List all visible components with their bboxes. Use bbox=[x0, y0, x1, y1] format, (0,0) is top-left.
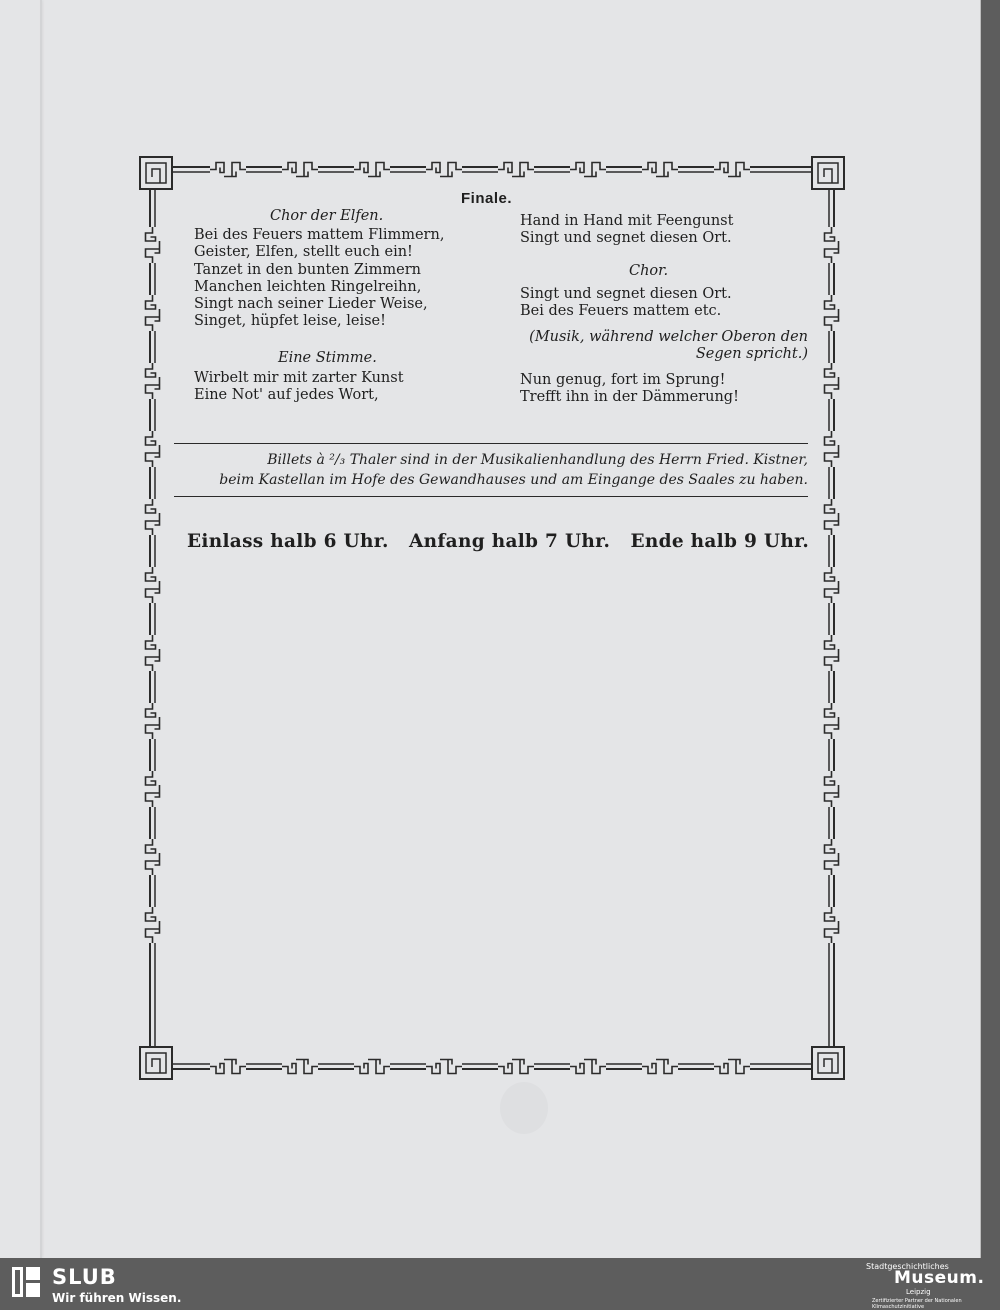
verse-line: Eine Not' auf jedes Wort, bbox=[194, 387, 379, 404]
verse-line: Manchen leichten Ringelreihn, bbox=[194, 278, 422, 295]
billets-line: beim Kastellan im Hofe des Gewandhauses und am Eingange des Saales zu haben. bbox=[219, 472, 808, 488]
border-ornament-stroke bbox=[152, 1059, 160, 1073]
divider-rule-top bbox=[174, 443, 808, 444]
verse-line: Singet, hüpfet leise, leise! bbox=[194, 313, 386, 330]
verse-line: Tanzet in den bunten Zimmern bbox=[194, 261, 421, 278]
stage-direction-line: Segen spricht.) bbox=[695, 346, 808, 363]
verse-line: Hand in Hand mit Feengunst bbox=[520, 213, 734, 229]
verse-line: Singt und segnet diesen Ort. bbox=[520, 230, 732, 247]
slub-name: SLUB bbox=[52, 1265, 117, 1289]
verse-line: Singt nach seiner Lieder Weise, bbox=[194, 296, 428, 313]
museum-prefix: Stadtgeschichtliches bbox=[866, 1262, 949, 1271]
right-heading-chor: Chor. bbox=[629, 263, 669, 279]
divider-rule-bottom bbox=[174, 496, 808, 497]
left-heading-eine-stimme: Eine Stimme. bbox=[278, 350, 377, 366]
footer-bar bbox=[0, 1258, 1000, 1309]
border-ornament-stroke bbox=[140, 1047, 172, 1079]
verse-line: Geister, Elfen, stellt euch ein! bbox=[194, 244, 413, 261]
embossed-stamp bbox=[500, 1082, 548, 1134]
museum-name: Museum. bbox=[894, 1268, 985, 1288]
verse-line: Singt und segnet diesen Ort. bbox=[520, 286, 732, 302]
page-fold-line bbox=[40, 0, 42, 1258]
verse-line: Nun genug, fort im Sprung! bbox=[520, 372, 726, 388]
verse-line: Bei des Feuers mattem Flimmern, bbox=[194, 227, 445, 243]
border-ornament-stroke bbox=[152, 169, 160, 183]
right-verse-block-3 bbox=[520, 372, 739, 407]
border-ornament-stroke bbox=[812, 1047, 844, 1079]
stage-direction-line: (Musik, während welcher Oberon den bbox=[529, 329, 808, 345]
billets-line: Billets à ²/₃ Thaler sind in der Musikalienhandlung des Herrn Fried. Kistner, bbox=[267, 452, 808, 468]
border-ornament-stroke bbox=[140, 157, 172, 189]
stage-direction bbox=[502, 329, 808, 364]
right-verse-block bbox=[520, 213, 733, 248]
slub-tagline: Wir führen Wissen. bbox=[52, 1291, 182, 1305]
museum-partner-note: Zertifizierter Partner der Nationalen Klimaschutzinitiative bbox=[872, 1298, 962, 1310]
finale-title: Finale. bbox=[461, 190, 513, 207]
border-ornament-stroke bbox=[812, 157, 844, 189]
billets-notice bbox=[174, 450, 808, 490]
border-ornament-stroke bbox=[824, 169, 832, 183]
left-verse-block bbox=[194, 227, 444, 331]
slub-logo-icon bbox=[12, 1267, 40, 1297]
border-ornament-stroke bbox=[818, 163, 838, 183]
verse-line: Bei des Feuers mattem etc. bbox=[520, 303, 722, 320]
verse-line: Trefft ihn in der Dämmerung! bbox=[520, 389, 739, 406]
left-heading-chor-der-elfen: Chor der Elfen. bbox=[270, 208, 384, 224]
border-ornament-stroke bbox=[146, 1053, 166, 1073]
border-ornament-stroke bbox=[824, 1059, 832, 1073]
left-verse-block-2 bbox=[194, 370, 404, 405]
verse-line: Wirbelt mir mit zarter Kunst bbox=[194, 370, 404, 386]
museum-city: Leipzig bbox=[906, 1288, 931, 1296]
admission-times: Einlass halb 6 Uhr. Anfang halb 7 Uhr. Ende halb 9 Uhr. bbox=[187, 531, 810, 552]
border-ornament-stroke bbox=[146, 163, 166, 183]
border-ornament-stroke bbox=[818, 1053, 838, 1073]
right-verse-block-2 bbox=[520, 286, 732, 321]
